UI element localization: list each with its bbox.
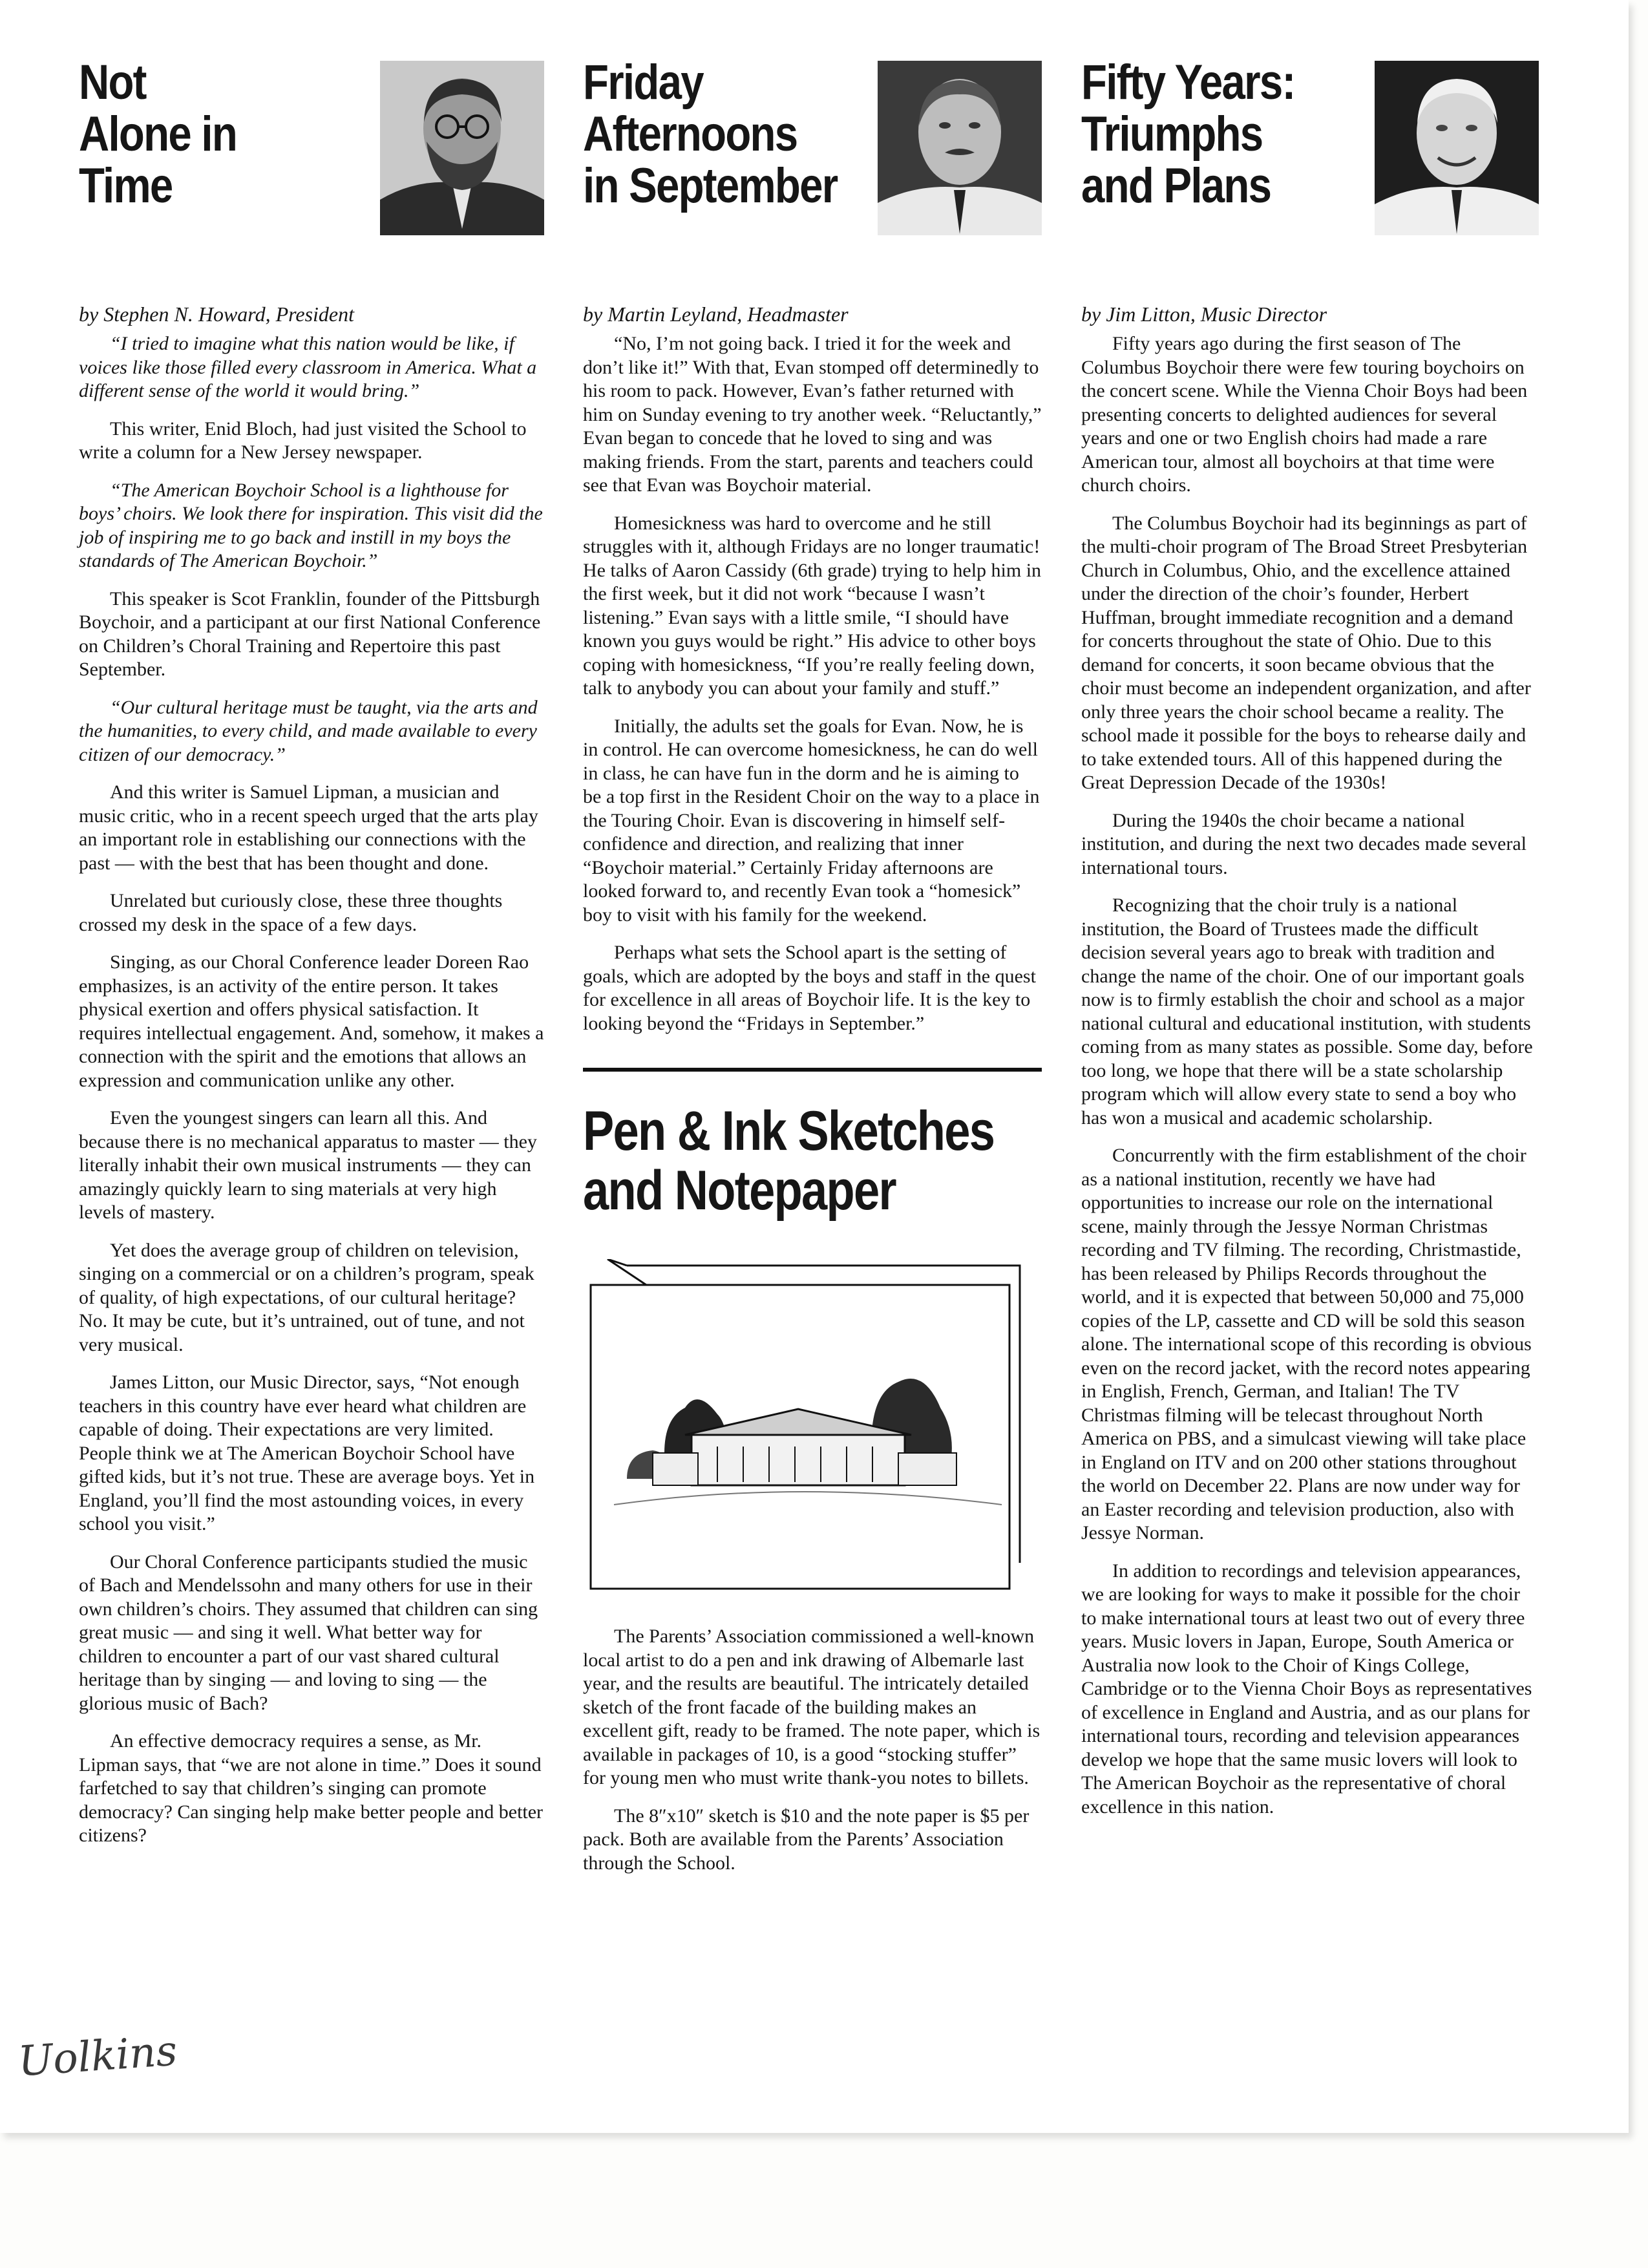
handwritten-note: Uolkins — [16, 2027, 179, 2086]
byline: by Stephen N. Howard, President — [79, 302, 355, 326]
smiling-man-portrait — [1375, 61, 1539, 235]
article-header — [79, 57, 544, 238]
paragraph: Perhaps what sets the School apart is the setting of goals, which are adopted by the boys and staff in the quest for excellence in all areas of Boychoir life. It is the key to looking beyond the “Fridays in September.” — [583, 942, 1036, 1034]
portrait-photo — [1375, 61, 1539, 235]
albemarle-sketch-illustration — [588, 1259, 1028, 1595]
mustached-man-portrait — [878, 61, 1042, 235]
headline: Not Alone in Time — [79, 55, 237, 213]
paragraph: The 8″x10″ sketch is $10 and the note paper is $5 per pack. Both are available from the Parents’ Association through the School. — [583, 1805, 1030, 1874]
article-pen-ink-sketches — [583, 1101, 1042, 1875]
article-body — [583, 1625, 1042, 1875]
portrait-photo — [878, 61, 1042, 235]
article-body — [79, 332, 544, 1848]
paragraph: During the 1940s the choir became a national institution, and during the next two decades made several international tours. — [1081, 809, 1527, 878]
paragraph: This writer, Enid Bloch, had just visited the School to write a column for a New Jersey newspaper. — [79, 418, 527, 463]
byline: by Jim Litton, Music Director — [1081, 302, 1327, 326]
paragraph: Recognizing that the choir truly is a national institution, the Board of Trustees made the difficult decision several years ago to break with tradition and change the name of the choir. One of our important goals now is to firmly establish the choir and school as a major national cultural and educational institution, with students coming from as many states as possible. Some day, before too long, we hope that there will be a state scholarship program which will allow every state to send a boy who has won a musical and academic scholarship. — [1081, 895, 1533, 1129]
paragraph: “Our cultural heritage must be taught, via the arts and the humanities, to every child, and made available to every citizen of our democracy.” — [79, 696, 538, 765]
article-body — [1081, 332, 1539, 1819]
paragraph: “I tried to imagine what this nation would be like, if voices like those filled every classroom in America. What a different sense of the world it would bring.” — [79, 333, 537, 401]
paragraph: Singing, as our Choral Conference leader Doreen Rao emphasizes, is an activity of the entire person. It takes physical exertion and offers physical satisfaction. It requires intellectual engagement. And, somehow, it makes a connection with the spirit and the emotions that allows an expression and communication unlike any other. — [79, 951, 544, 1091]
paragraph: Initially, the adults set the goals for Evan. Now, he is in control. He can overcome homesickness, he can do well in class, he can have fun in the dorm and he is aiming to be a top first in the Resident Choir on the way to a place in the Touring Choir. Evan is discovering in himself self-confidence and direction, and realizing that inner “Boychoir material.” Certainly Friday afternoons are looked forward to, and recently Evan took a “homesick” boy to visit with his family for the weekend. — [583, 715, 1040, 926]
paragraph: This speaker is Scot Franklin, founder of the Pittsburgh Boychoir, and a participant at our first National Conference on Children’s Choral Training and Repertoire this past September. — [79, 588, 541, 680]
paragraph: Yet does the average group of children on television, singing on a commercial or on a children’s program, speak of quality, of high expectations, of our cultural heritage? No. It may be cute, but it’s untrained, out of tune, and not very musical. — [79, 1239, 534, 1355]
paragraph: An effective democracy requires a sense, as Mr. Lipman says, that “we are not alone in time.” Does it sound farfetched to say that children’s singing can promote democracy? Can singing help make better people and better citizens? — [79, 1730, 544, 1846]
bearded-man-portrait — [380, 61, 544, 235]
section-headline: Pen & Ink Sketches and Notepaper — [583, 1100, 995, 1222]
article-body — [583, 332, 1042, 1035]
paragraph: The Columbus Boychoir had its beginnings as part of the multi-choir program of The Broad Street Presbyterian Church in Columbus, Ohio, and the excellence attained under the direction of the choir’s founder, Herbert Huffman, brought immediate recognition and a demand for concerts throughout the state of Ohio. Due to this demand for concerts, it soon became obvious that the choir must become an independent organization, and after only three years the choir school became a reality. The school made it possible for the boys to rehearse daily and to take extended tours. All of this happened during the Great Depression Decade of the 1930s! — [1081, 512, 1531, 793]
article-fifty-years — [1081, 57, 1539, 1833]
article-not-alone-in-time — [79, 57, 544, 1862]
paragraph: Our Choral Conference participants studied the music of Bach and Mendelssohn and many others for use in their own children’s choirs. They assumed that children can sing great music — and sing it well. What better way for children to encounter a part of our vast shared cultural heritage than by singing — and loving to sing — the glorious music of Bach? — [79, 1551, 538, 1714]
paragraph: “No, I’m not going back. I tried it for the week and don’t like it!” With that, Evan stomped off determinedly to his room to pack. However, Evan’s father returned with him on Sunday evening to try another week. “Reluctantly,” Evan began to concede that he loved to sing and was making friends. From the start, parents and teachers could see that Evan was Boychoir material. — [583, 333, 1042, 496]
paragraph: In addition to recordings and television appearances, we are looking for ways to make it possible for the choir to make international tours at least two out of every three years. Music lovers in Japan, Europe, South America or Australia now look to the Choir of Kings College, Cambridge or to the Vienna Choir Boys as representatives of excellence in England and Austria, and as our plans for international tours, recording and television appearances develop we hope that the same music lovers will look to The American Boychoir as the representative of choral excellence in this nation. — [1081, 1560, 1532, 1818]
article-header — [1081, 57, 1539, 238]
paragraph: The Parents’ Association commissioned a well-known local artist to do a pen and ink drawing of Albemarle last year, and the results are beautiful. The intricately detailed sketch of the front facade of the building makes an excellent gift, ready to be framed. The note paper, which is available in packages of 10, is a good “stocking stuffer” for young men who must write thank-you notes to billets. — [583, 1626, 1041, 1788]
paragraph: Fifty years ago during the first season of The Columbus Boychoir there were few touring boychoirs on the concert scene. While the Vienna Choir Boys had been presenting concerts to delighted audiences for several years and one or two English choirs had made a rare American tour, almost all boychoirs at that time were church choirs. — [1081, 333, 1528, 496]
paragraph: Unrelated but curiously close, these three thoughts crossed my desk in the space of a few days. — [79, 890, 503, 935]
paragraph: Homesickness was hard to overcome and he still struggles with it, although Fridays are no longer traumatic! He talks of Aaron Cassidy (6th grade) trying to help him in the first week, but it did not work “because I wasn’t listening.” Evan says with a little smile, “I should have known you guys would be right.” His advice to other boys coping with homesickness, “If you’re really feeling down, talk to anybody you can about your family and stuff.” — [583, 512, 1042, 699]
paragraph: Concurrently with the firm establishment of the choir as a national institution, recently we have had opportunities to increase our role on the international scene, mainly through the Jessye Norman Christmas recording and TV filming. The recording, Christmastide, has been released by Philips Records throughout the world, and it is expected that between 50,000 and 75,000 copies of the LP, cassette and CD will be sold this season alone. The international scope of this recording is obvious even on the record jacket, with the record notes appearing in English, French, German, and Italian! The TV Christmas filming will be telecast throughout North America on PBS, and a simulcast viewing will take place in England on ITV and on 200 other stations throughout the world on December 22. Plans are now under way for an Easter recording and television production, also with Jessye Norman. — [1081, 1145, 1532, 1543]
paragraph: James Litton, our Music Director, says, “Not enough teachers in this country have ever heard what children are capable of doing. Their expectations are very limited. People think we at The American Boychoir School have gifted kids, but it’s not true. These are average boys. Yet in England, you’ll find the most astounding voices, in every school you visit.” — [79, 1372, 535, 1534]
headline: Friday Afternoons in September — [583, 55, 838, 213]
byline: by Martin Leyland, Headmaster — [583, 302, 849, 326]
portrait-photo — [380, 61, 544, 235]
paragraph: “The American Boychoir School is a lighthouse for boys’ choirs. We look there for inspiration. This visit did the job of inspiring me to go back and instill in my boys the standards of The American Boychoir.” — [79, 479, 543, 571]
paragraph: And this writer is Samuel Lipman, a musician and music critic, who in a recent speech urged that the arts play an important role in establishing our connections with the past — with the best that has been thought and done. — [79, 781, 538, 874]
building-sketch-icon — [588, 1259, 1028, 1595]
paragraph: Even the youngest singers can learn all this. And because there is no mechanical apparatus to master — they literally inhabit their own musical instruments — they can amazingly quickly learn to sing materials at very high levels of mastery. — [79, 1107, 537, 1223]
headline: Fifty Years: Triumphs and Plans — [1081, 55, 1295, 213]
article-friday-afternoons — [583, 57, 1042, 1889]
section-divider — [583, 1068, 1042, 1072]
article-header — [583, 57, 1042, 238]
